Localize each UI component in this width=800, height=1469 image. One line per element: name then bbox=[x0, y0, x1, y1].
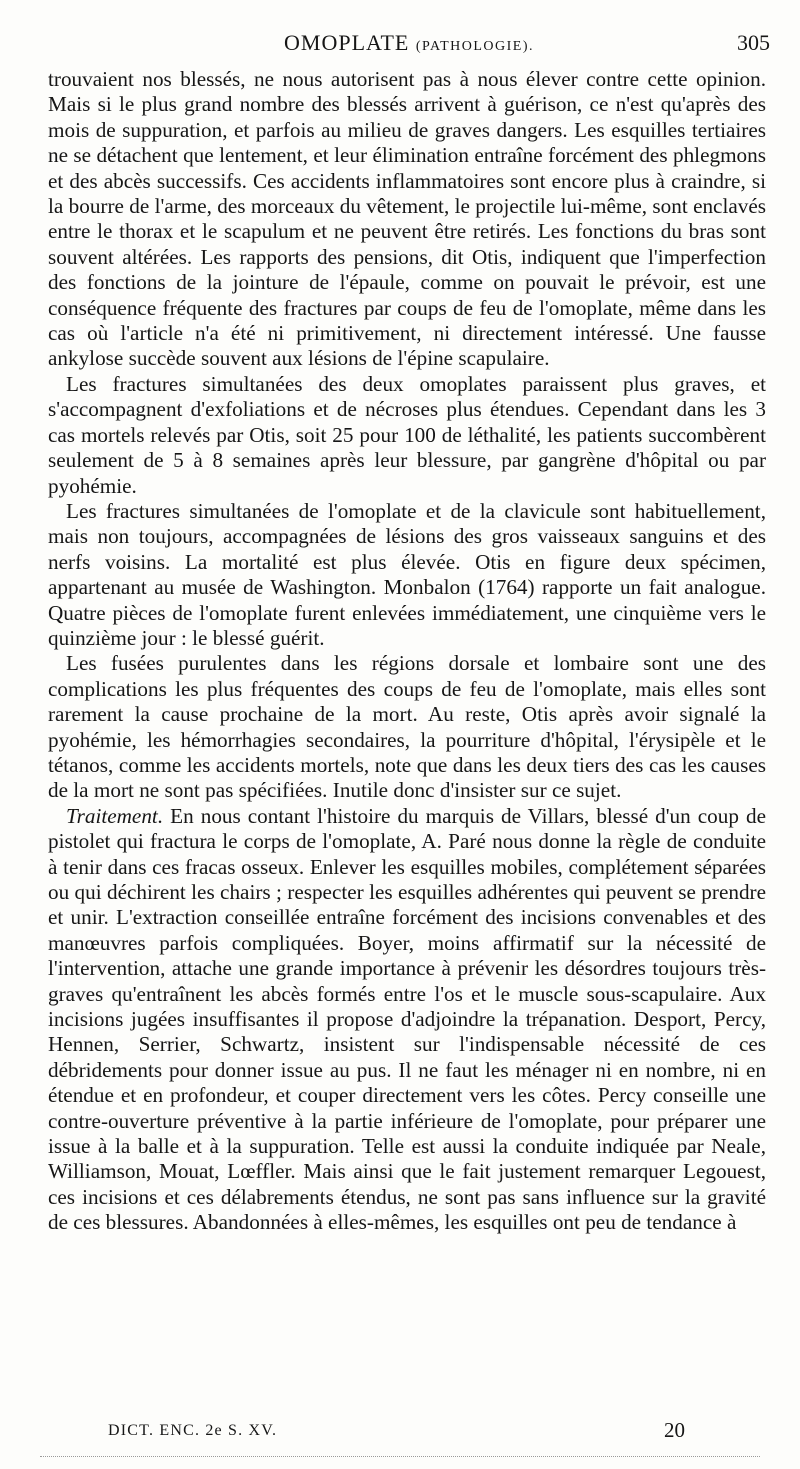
paragraph-text: Les fractures simultanées des deux omoplates paraissent plus graves, et s'accompagnent d'exfoliations et de nécroses plus étendues. Cependant dans les 3 cas mortels relevés par Otis, soit 25 pour 100 de léthalité, les patients succombèrent seulement de 5 à 8 semaines après leur blessure, par gangrène d'hôpital ou par pyohémie. bbox=[48, 371, 766, 498]
paragraph-double-fractures bbox=[48, 372, 766, 499]
paragraph-text: Les fusées purulentes dans les régions dorsale et lombaire sont une des complications les plus fréquentes des coups de feu de l'omoplate, mais elles sont rarement la cause prochaine de la mort. Au reste, Otis après avoir signalé la pyohémie, les hémorrhagies secondaires, la pourriture d'hôpital, l'érysipèle et le tétanos, comme les accidents mortels, note que dans les deux tiers des cas les causes de la mort ne sont pas spécifiées. Inutile donc d'insister sur ce sujet. bbox=[48, 651, 766, 803]
running-title-sub: (PATHOLOGIE). bbox=[415, 39, 534, 54]
paragraph-text: trouvaient nos blessés, ne nous autorisent pas à nous élever contre cette opinion. Mais si le plus grand nombre des blessés arrivent à guérison, ce n'est qu'après des mois de suppuration, et parfois au milieu de graves dangers. Les esquilles tertiaires ne se détachent que lentement, et leur élimination entraîne forcément des phlegmons et des abcès successifs. Ces accidents inflammatoires sont encore plus à craindre, si la bourre de l'arme, des morceaux du vêtement, le projectile lui-même, sont enclavés entre le thorax et le scapulum et ne peuvent être retirés. Les fonctions du bras sont souvent altérées. Les rapports des pensions, dit Otis, indiquent que l'imperfection des fonctions de la jointure de l'épaule, comme on pouvait le prévoir, est une conséquence fréquente des fractures par coups de feu de l'omoplate, même dans les cas où l'article n'a été ni primitivement, ni directement intéressé. Une fausse ankylose succède souvent aux lésions de l'épine scapulaire. bbox=[48, 67, 766, 371]
bottom-divider bbox=[40, 1456, 760, 1457]
paragraph-treatment bbox=[48, 804, 766, 1236]
running-title bbox=[48, 30, 770, 56]
printer-signature: DICT. ENC. 2e S. XV. bbox=[108, 1422, 278, 1439]
paragraph-continuation bbox=[48, 67, 766, 372]
paragraph-clavicle-fractures bbox=[48, 499, 766, 651]
paragraph-text: En nous contant l'histoire du marquis de Villars, blessé d'un coup de pistolet qui fractura le corps de l'omoplate, A. Paré nous donne la règle de conduite à tenir dans ces fracas osseux. Enlever les esquilles mobiles, complétement séparées ou qui déchirent les chairs ; respecter les esquilles adhérentes qui peuvent se prendre et unir. L'extraction conseillée entraîne forcément des incisions convenables et des manœuvres parfois compliquées. Boyer, moins affirmatif sur la nécessité de l'intervention, attache une grande importance à prévenir les désordres toujours très-graves qu'entraînent les abcès formés entre l'os et le muscle sous-scapulaire. Aux incisions jugées insuffisantes il propose d'adjoindre la trépanation. Desport, Percy, Hennen, Serrier, Schwartz, insistent sur l'indispensable nécessité de ces débridements pour donner issue au pus. Il ne faut les ménager ni en nombre, ni en étendue et en profondeur, et couper directement vers les côtes. Percy conseille une contre-ouverture préventive à la partie inférieure de l'omoplate, pour préparer une issue à la balle et à la suppuration. Telle est aussi la conduite indiquée par Neale, Williamson, Mouat, Lœffler. Mais ainsi que le fait justement remarquer Legouest, ces incisions et ces délabrements étendus, ne sont pas sans influence sur la gravité de ces blessures. Abandonnées à elles-mêmes, les esquilles ont peu de tendance à bbox=[48, 803, 766, 1235]
page-footer bbox=[0, 1418, 800, 1448]
running-header bbox=[48, 30, 770, 60]
page-number: 305 bbox=[737, 30, 770, 55]
paragraph-purulent-complications bbox=[48, 651, 766, 803]
paragraph-text: Les fractures simultanées de l'omoplate et de la clavicule sont habituellement, mais non toujours, accompagnées de lésions des gros vaisseaux sanguins et des nerfs voisins. La mortalité est plus élevée. Otis en figure deux spécimen, appartenant au musée de Washington. Monbalon (1764) rapporte un fait analogue. Quatre pièces de l'omoplate furent enlevées immédiatement, une cinquième vers le quinzième jour : le blessé guérit. bbox=[48, 498, 766, 650]
section-lead-treatment: Traitement. bbox=[66, 803, 164, 828]
body-text bbox=[48, 67, 766, 1236]
running-title-main: OMOPLATE bbox=[284, 30, 410, 55]
sheet-number: 20 bbox=[664, 1418, 685, 1442]
